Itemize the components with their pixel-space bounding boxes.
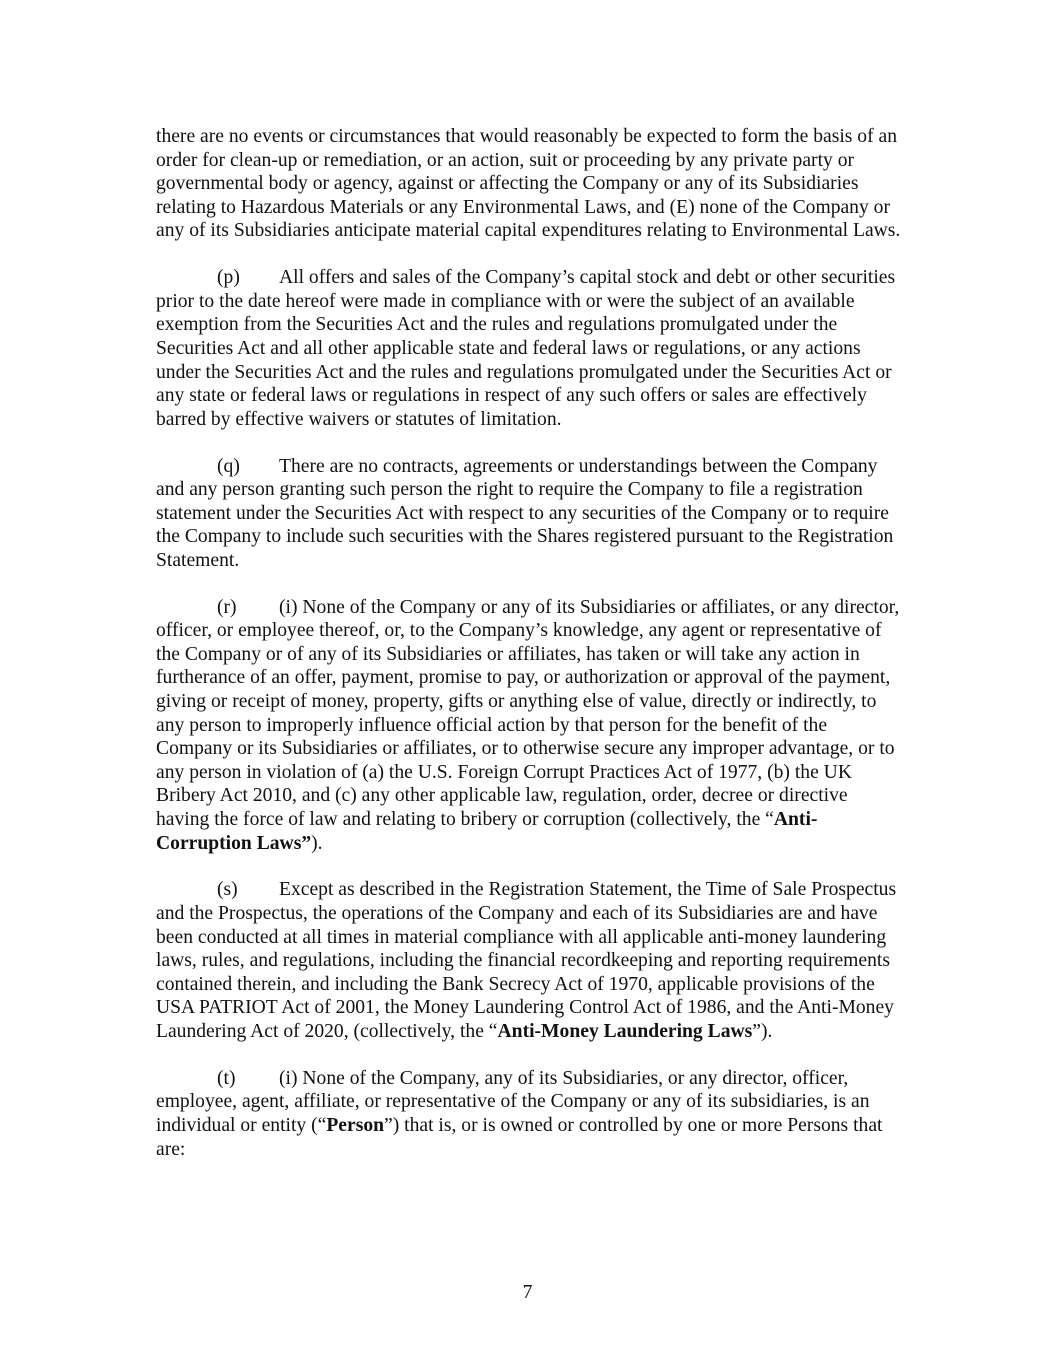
paragraph-r [156,596,901,856]
page-number: 7 [522,1282,533,1303]
paragraph-marker: (r) [217,596,237,618]
defined-term-anti-corruption-laws: Anti-Corruption Laws” [156,809,818,854]
continuation-text: there are no events or circumstances that would reasonably be expected to form the basis of an order for clean-up or remediation, or an action, suit or proceeding by any private party or governmental body or agency, against or affecting the Company or any of its Subsidiaries relating to Hazardous Materials or any Environmental Laws, and (E) none of the Company or any of its Subsidiaries anticipate material capital expenditures relating to Environmental Laws. [156,126,901,242]
paragraph-text: (i) None of the Company or any of its Subsidiaries or affiliates, or any director, officer, or employee thereof, or, to the Company’s knowledge, any agent or representative of the Company or of any of its Subsidiaries or affiliates, has taken or will take any action in furtherance of an offer, payment, promise to pay, or authorization or approval of the payment, giving or receipt of money, property, gifts or anything else of value, directly or indirectly, to any person to improperly influence official action by that person for the benefit of the Company or its Subsidiaries or affiliates, or to otherwise secure any improper advantage, or to any person in violation of (a) the U.S. Foreign Corrupt Practices Act of 1977, (b) the UK Bribery Act 2010, and (c) any other applicable law, regulation, order, decree or directive having the force of law and relating to bribery or corruption (collectively, the “ [156,596,900,830]
paragraph-marker: (s) [217,879,238,901]
paragraph-p [156,266,901,431]
defined-term-person: Person [326,1114,385,1136]
paragraph-text: Except as described in the Registration Statement, the Time of Sale Prospectus and the Prospectus, the operations of the Company and each of its Subsidiaries are and have been conducted at all times in material compliance with all applicable anti-money laundering laws, rules, and regulations, including the financial recordkeeping and reporting requirements contained therein, and including the Bank Secrecy Act of 1970, applicable provisions of the USA PATRIOT Act of 2001, the Money Laundering Control Act of 1986, and the Anti-Money Laundering Act of 2020, (collectively, the “ [156,879,897,1042]
document-body [156,125,901,1184]
paragraph-q [156,455,901,573]
paragraph-text: All offers and sales of the Company’s capital stock and debt or other securities prior to the date hereof were made in compliance with or were the subject of an available exemption from the Securities Act and the rules and regulations promulgated under the Securities Act and all other applicable state and federal laws or regulations, or any actions under the Securities Act and the rules and regulations promulgated under the Securities Act or any state or federal laws or regulations in respect of any such offers or sales are effectively barred by effective waivers or statutes of limitation. [156,267,896,430]
paragraph-text: (i) None of the Company, any of its Subsidiaries, or any director, officer, employee, agent, affiliate, or representative of the Company or any of its subsidiaries, is an individual or entity (“ [156,1067,870,1136]
paragraph-marker: (p) [217,267,240,289]
continuation-paragraph [156,125,901,243]
paragraph-text-end: ”) that is, or is owned or controlled by one or more Persons that are: [156,1114,883,1160]
paragraph-t [156,1067,901,1161]
paragraph-text: There are no contracts, agreements or understandings between the Company and any person granting such person the right to require the Company to file a registration statement under the Securities Act with respect to any securities of the Company or to require the Company to include such securities with the Shares registered pursuant to the Registration Statement. [156,455,894,571]
paragraph-text-end: ). [311,832,323,854]
paragraph-marker: (q) [217,455,240,477]
paragraph-text-end: ”). [752,1020,773,1042]
defined-term-anti-money-laundering-laws: Anti-Money Laundering Laws [497,1020,753,1042]
paragraph-marker: (t) [217,1067,236,1089]
paragraph-s [156,878,901,1043]
